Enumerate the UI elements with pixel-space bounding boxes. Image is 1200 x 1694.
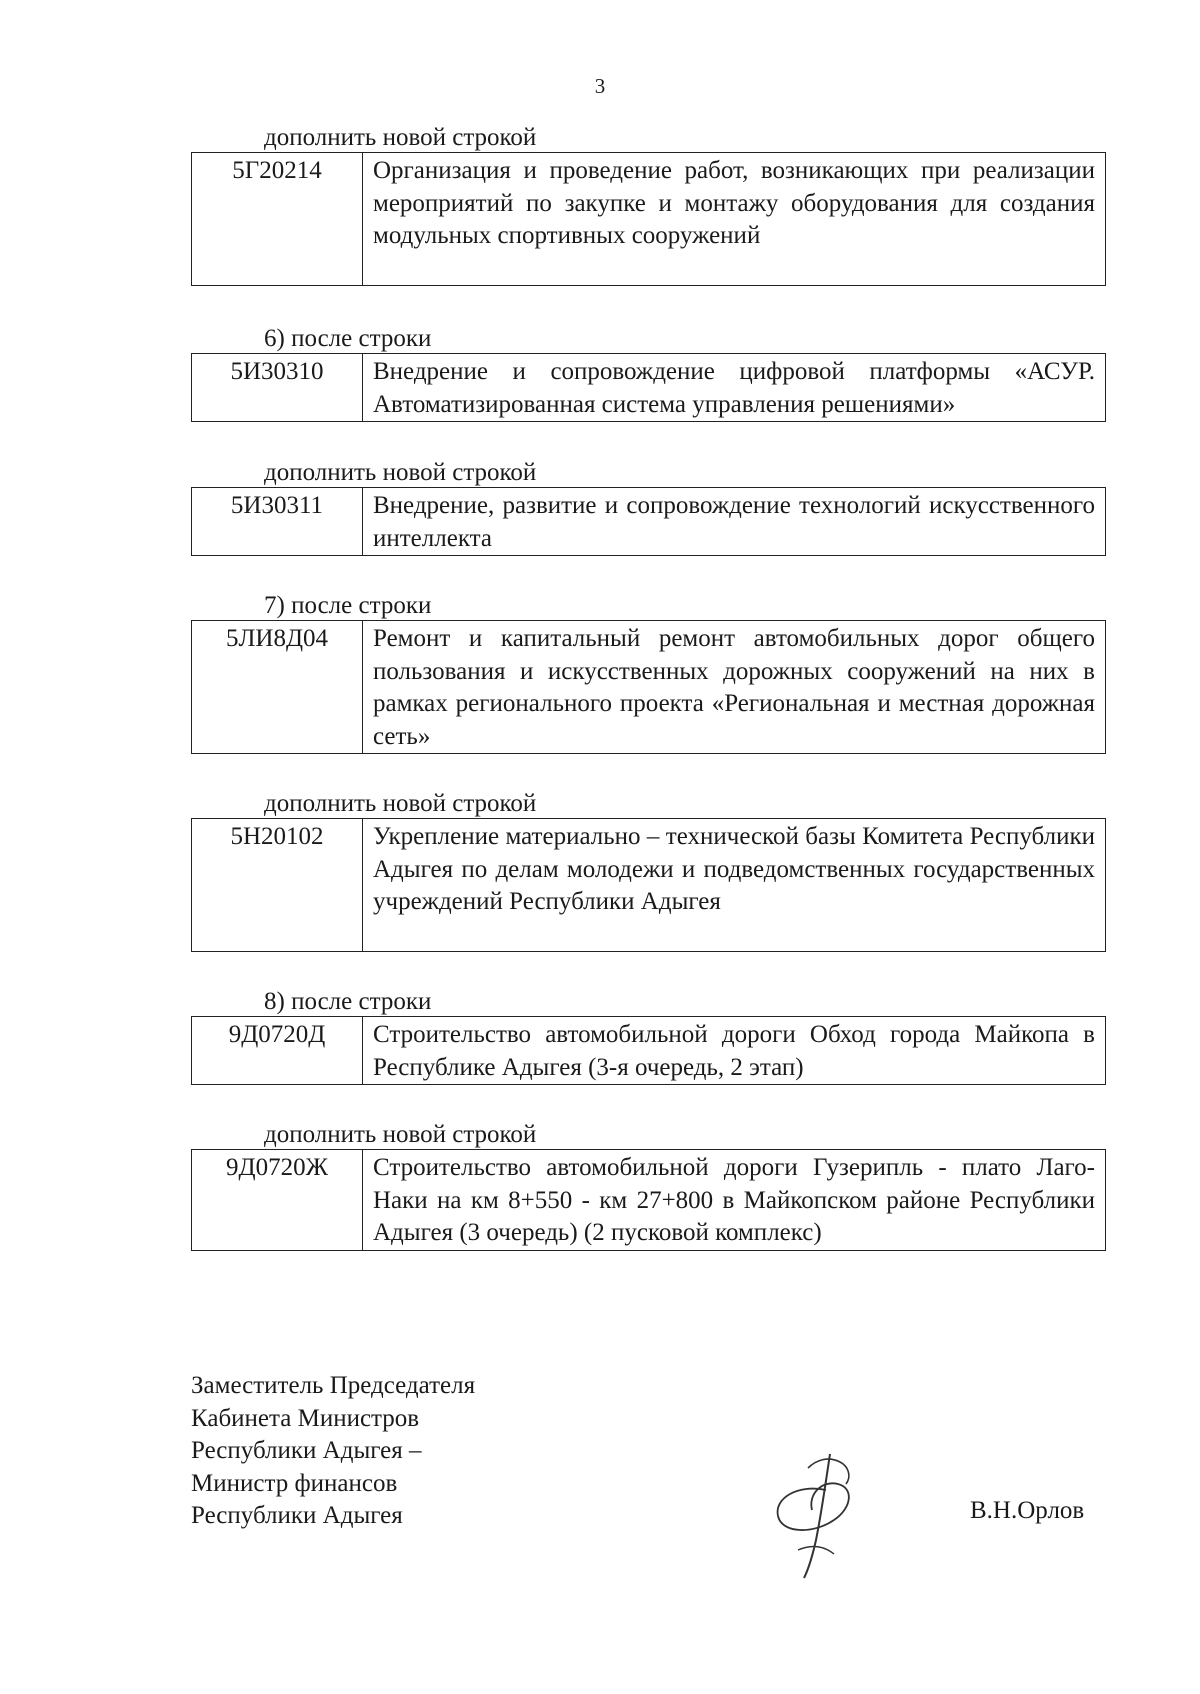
table-row (191, 1016, 1106, 1085)
row-code: 5И30311 (192, 488, 363, 555)
row-description: Организация и проведение работ, возникающих при реализации мероприятий по закупке и монтажу оборудования для создания модульных спортивных сооружений (373, 157, 1095, 249)
row-code: 9Д0720Ж (192, 1150, 363, 1250)
row-code: 5ЛИ8Д04 (192, 621, 363, 753)
handwritten-signature (768, 1450, 868, 1580)
section-caption: дополнить новой строкой (264, 790, 537, 817)
table-row (191, 620, 1106, 754)
row-code: 9Д0720Д (192, 1017, 363, 1084)
signatory-title (191, 1370, 475, 1533)
section-caption: дополнить новой строкой (264, 459, 537, 486)
signatory-name: В.Н.Орлов (970, 1497, 1085, 1524)
signatory-title-line: Республики Адыгея (191, 1502, 403, 1529)
signatory-title-line: Республики Адыгея – (191, 1437, 422, 1464)
row-code: 5Н20102 (192, 819, 363, 951)
page-number: 3 (594, 74, 606, 98)
table-row (191, 152, 1106, 286)
section-caption: 8) после строки (264, 988, 432, 1015)
section-caption: дополнить новой строкой (264, 124, 537, 151)
table-row (191, 353, 1106, 422)
signatory-title-line: Министр финансов (191, 1469, 398, 1497)
row-description: Ремонт и капитальный ремонт автомобильных дорог общего пользования и искусственных дорожных сооружений на них в рамках регионального проекта «Региональная и местная дорожная сеть» (373, 625, 1095, 750)
signatory-title-line: Заместитель Председателя (191, 1372, 476, 1399)
row-code: 5И30310 (192, 354, 363, 421)
row-description: Строительство автомобильной дороги Обход города Майкопа в Республике Адыгея (3-я очередь, 2 этап) (373, 1021, 1095, 1081)
row-description: Укрепление материально – технической базы Комитета Республики Адыгея по делам молодежи и подведомственных государственных учреждений Республики Адыгея (373, 823, 1095, 915)
row-description: Строительство автомобильной дороги Гузерипль - плато Лаго-Наки на км 8+550 - км 27+800 в Майкопском районе Республики Адыгея (3 очередь) (2 пусковой комплекс) (373, 1154, 1095, 1246)
table-row (191, 818, 1106, 952)
section-caption: 6) после строки (264, 325, 432, 352)
row-description: Внедрение, развитие и сопровождение технологий искусственного интеллекта (373, 492, 1095, 552)
row-description: Внедрение и сопровождение цифровой платформы «АСУР. Автоматизированная система управления решениями» (373, 358, 1095, 418)
signatory-title-line: Кабинета Министров (191, 1404, 420, 1432)
section-caption: дополнить новой строкой (264, 1121, 537, 1148)
row-code: 5Г20214 (192, 153, 363, 285)
section-caption: 7) после строки (264, 592, 432, 619)
table-row (191, 487, 1106, 556)
table-row (191, 1149, 1106, 1251)
